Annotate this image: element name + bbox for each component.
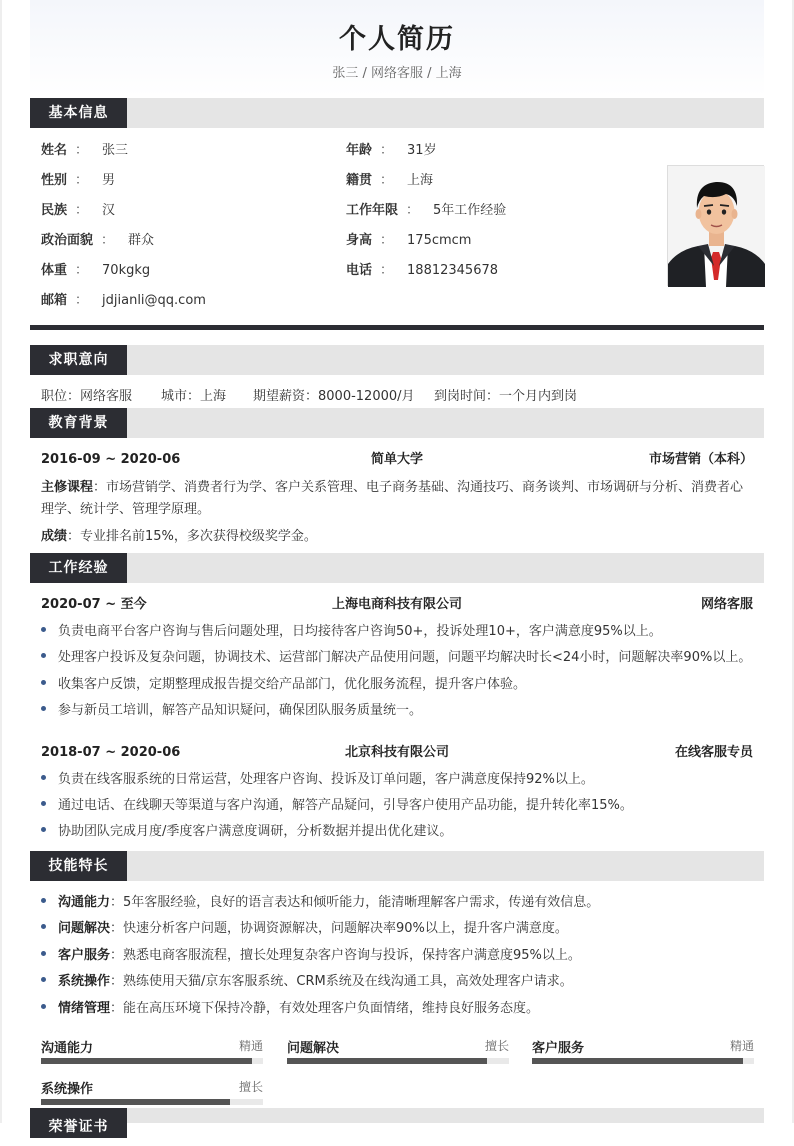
job-duty-text: 处理客户投诉及复杂问题，协调技术、运营部门解决产品使用问题，问题平均解决时长<24小时，问题解决率90%以上。 — [58, 650, 752, 665]
bullet-dot — [41, 898, 46, 903]
section-basic-info — [30, 98, 764, 128]
skill-bar-name: 客户服务 — [532, 1041, 585, 1056]
job-duty-text: 参与新员工培训，解答产品知识疑问，确保团队服务质量统一。 — [58, 703, 423, 718]
bullet-dot — [41, 653, 46, 658]
info-colon: ： — [380, 233, 394, 248]
skill-bar-level: 擅长 — [238, 1080, 263, 1094]
job-header — [41, 743, 753, 763]
education-header — [41, 450, 753, 470]
skill-text: ：快速分析客户问题，协调资源解决，问题解决率90%以上，提升客户满意度。 — [110, 921, 568, 936]
job-duty-item — [41, 796, 761, 816]
info-value: 男 — [102, 173, 116, 188]
job-period: 2018-07 ~ 2020-06 — [41, 745, 181, 760]
skill-text: ：熟练使用天猫/京东客服系统、CRM系统及在线沟通工具，高效处理客户请求。 — [110, 974, 573, 989]
info-gender — [41, 172, 115, 190]
info-value: jdjianli@qq.com — [102, 293, 206, 308]
info-age — [346, 142, 437, 160]
skill-label: 系统操作 — [58, 974, 111, 989]
job-duty-item — [41, 675, 761, 695]
skill-bar — [41, 1037, 263, 1073]
section-title: 教育背景 — [30, 408, 127, 438]
info-colon: ： — [380, 143, 394, 158]
job-company: 上海电商科技有限公司 — [331, 597, 462, 612]
skill-bar-level: 精通 — [238, 1039, 263, 1053]
education-school: 简单大学 — [370, 452, 423, 467]
info-value: 18812345678 — [407, 263, 499, 278]
info-label: 电话 — [346, 263, 373, 278]
job-role: 网络客服 — [700, 597, 753, 612]
info-colon: ： — [75, 203, 89, 218]
info-label: 籍贯 — [346, 173, 373, 188]
skill-item — [41, 919, 761, 939]
intent-arrival: 到岗时间：一个月内到岗 — [434, 389, 578, 404]
info-value: 张三 — [102, 143, 129, 158]
intent-city: 城市：上海 — [161, 389, 227, 404]
info-work-years — [346, 202, 506, 220]
job-duty-item — [41, 770, 761, 790]
info-colon: ： — [75, 143, 89, 158]
bullet-dot — [41, 951, 46, 956]
skill-text: ：能在高压环境下保持冷静，有效处理客户负面情绪，维持良好服务态度。 — [110, 1001, 540, 1016]
section-skills — [30, 851, 764, 881]
info-value: 群众 — [128, 233, 155, 248]
skill-label: 问题解决 — [58, 921, 111, 936]
job-duty-item — [41, 622, 761, 642]
info-colon: ： — [75, 263, 89, 278]
skill-text: ：5年客服经验，良好的语言表达和倾听能力，能清晰理解客户需求，传递有效信息。 — [110, 895, 600, 910]
section-title: 求职意向 — [30, 345, 127, 375]
section-title: 工作经验 — [30, 553, 127, 583]
info-label: 姓名 — [41, 143, 68, 158]
info-label: 体重 — [41, 263, 68, 278]
info-politics — [41, 232, 154, 250]
info-phone — [346, 262, 498, 280]
courses-text: ：市场营销学、消费者行为学、客户关系管理、电子商务基础、沟通技巧、商务谈判、市场调研与分析、消费者心理学、统计学、管理学原理。 — [41, 480, 744, 517]
info-email — [41, 292, 206, 310]
info-colon: ： — [75, 293, 89, 308]
bullet-dot — [41, 827, 46, 832]
resume-header — [30, 0, 764, 96]
job-header — [41, 595, 753, 615]
education-courses — [41, 477, 753, 521]
education-grade — [41, 526, 753, 548]
skill-label: 沟通能力 — [58, 895, 111, 910]
skill-bar-name: 问题解决 — [287, 1041, 340, 1056]
job-period: 2020-07 ~ 至今 — [41, 597, 147, 612]
section-title: 荣誉证书 — [30, 1108, 127, 1138]
info-value: 上海 — [407, 173, 434, 188]
grade-label: 成绩 — [41, 529, 68, 544]
info-height — [346, 232, 471, 250]
info-colon: ： — [75, 173, 89, 188]
info-colon: ： — [406, 203, 420, 218]
resume-subtitle: 张三 / 网络客服 / 上海 — [332, 66, 462, 81]
skill-bar-track — [532, 1058, 754, 1064]
info-ethnicity — [41, 202, 115, 220]
section-title: 基本信息 — [30, 98, 127, 128]
bullet-dot — [41, 924, 46, 929]
skill-bar — [287, 1037, 509, 1073]
skill-label: 情绪管理 — [58, 1001, 111, 1016]
bullet-dot — [41, 680, 46, 685]
info-value: 70kgkg — [102, 263, 151, 278]
bullet-dot — [41, 627, 46, 632]
skill-bar — [532, 1037, 754, 1073]
skill-item — [41, 999, 761, 1019]
info-value: 5年工作经验 — [433, 203, 507, 218]
bullet-dot — [41, 801, 46, 806]
info-label: 工作年限 — [346, 203, 399, 218]
resume-title: 个人简历 — [339, 24, 455, 55]
intent-position: 职位：网络客服 — [41, 389, 133, 404]
job-company: 北京科技有限公司 — [344, 745, 449, 760]
info-label: 性别 — [41, 173, 68, 188]
job-role: 在线客服专员 — [674, 745, 753, 760]
section-education — [30, 408, 764, 438]
section-honors — [30, 1108, 764, 1135]
skill-item — [41, 893, 761, 913]
info-label: 身高 — [346, 233, 373, 248]
job-duty-text: 负责电商平台客户咨询与售后问题处理，日均接待客户咨询50+，投诉处理10+，客户满意度95%以上。 — [58, 624, 662, 639]
section-work-experience — [30, 553, 764, 583]
page-border-left — [0, 0, 2, 1123]
info-label: 邮箱 — [41, 293, 68, 308]
skill-bar-level: 擅长 — [484, 1039, 509, 1053]
info-weight — [41, 262, 150, 280]
skill-text: ：熟悉电商客服流程，擅长处理复杂客户咨询与投诉，保持客户满意度95%以上。 — [110, 948, 581, 963]
skill-bar-fill — [287, 1058, 487, 1064]
bullet-dot — [41, 1004, 46, 1009]
skill-bar-name: 沟通能力 — [41, 1041, 94, 1056]
skill-bar-fill — [532, 1058, 743, 1064]
info-colon: ： — [101, 233, 115, 248]
job-duty-item — [41, 648, 761, 668]
skill-bar-track — [41, 1099, 263, 1105]
info-native-place — [346, 172, 433, 190]
courses-label: 主修课程 — [41, 480, 94, 495]
skill-bar-level: 精通 — [729, 1039, 754, 1053]
section-divider — [30, 325, 764, 330]
info-value: 31岁 — [407, 143, 437, 158]
info-colon: ： — [380, 173, 394, 188]
skill-bar-track — [41, 1058, 263, 1064]
skill-label: 客户服务 — [58, 948, 111, 963]
avatar-illustration — [668, 166, 765, 287]
info-label: 民族 — [41, 203, 68, 218]
skill-item — [41, 972, 761, 992]
skill-bar-fill — [41, 1099, 230, 1105]
info-colon: ： — [380, 263, 394, 278]
info-label: 年龄 — [346, 143, 373, 158]
skill-bar-fill — [41, 1058, 252, 1064]
job-duty-item — [41, 822, 761, 842]
bullet-dot — [41, 775, 46, 780]
skill-item — [41, 946, 761, 966]
section-title: 技能特长 — [30, 851, 127, 881]
job-duty-text: 协助团队完成月度/季度客户满意度调研，分析数据并提出优化建议。 — [58, 824, 453, 839]
bullet-dot — [41, 977, 46, 982]
info-value: 汉 — [102, 203, 116, 218]
profile-photo — [667, 165, 764, 286]
info-label: 政治面貌 — [41, 233, 94, 248]
grade-text: ：专业排名前15%，多次获得校级奖学金。 — [67, 529, 317, 544]
bullet-dot — [41, 706, 46, 711]
job-duty-item — [41, 701, 761, 721]
info-name — [41, 142, 128, 160]
section-job-intent — [30, 345, 764, 375]
info-value: 175cmcm — [407, 233, 472, 248]
intent-salary: 期望薪资：8000-12000/月 — [253, 389, 415, 404]
skill-bar-name: 系统操作 — [41, 1082, 94, 1097]
job-duty-text: 负责在线客服系统的日常运营，处理客户咨询、投诉及订单问题，客户满意度保持92%以上。 — [58, 772, 594, 787]
skill-bar-track — [287, 1058, 509, 1064]
job-duty-text: 收集客户反馈，定期整理成报告提交给产品部门，优化服务流程，提升客户体验。 — [58, 677, 527, 692]
job-duty-text: 通过电话、在线聊天等渠道与客户沟通，解答产品疑问，引导客户使用产品功能，提升转化率15%。 — [58, 798, 633, 813]
education-period: 2016-09 ~ 2020-06 — [41, 452, 181, 467]
education-major: 市场营销（本科） — [648, 452, 753, 467]
